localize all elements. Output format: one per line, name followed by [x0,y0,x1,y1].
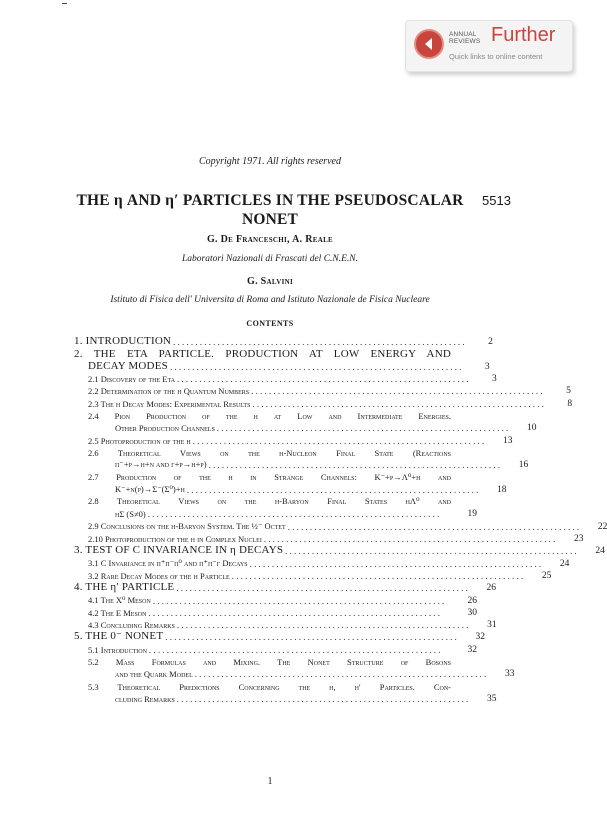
toc-entry[interactable]: DECAY MODES .................................................................. 3 [88,359,490,372]
toc-entry[interactable]: 2. THE ETA PARTICLE. PRODUCTION AT LOW ENERGY AND [74,347,451,360]
badge-reviews: REVIEWS [449,38,481,45]
article-title [60,191,480,229]
article-number: 5513 [482,193,511,208]
affiliation-first: Laboratori Nazionali di Frascati del C.N.E.N. [181,254,359,264]
corner-mark [62,3,67,4]
toc-entry[interactable]: cluding Remarks .................................................................. 35 [115,693,497,704]
toc-entry[interactable]: and the Quark Model .................................................................. 33 [115,669,515,680]
toc-entry[interactable]: K⁻+n(p)→Σ⁻(Σ⁰)+η .................................................................. 18 [115,483,507,495]
toc-entry[interactable]: 2.6 Theoretical Views on the η-Nucleon Final State (Reactions [88,447,451,458]
toc-entry[interactable]: 2.10 Photoproduction of the η in Complex Nuclei .................................................................. 23 [88,534,584,545]
toc-entry[interactable]: 4.2 The E Meson .................................................................. 30 [88,607,477,618]
toc-entry[interactable]: 5.1 Introduction .................................................................. 32 [88,644,477,655]
table-of-contents [74,335,607,704]
toc-entry[interactable]: 1. INTRODUCTION .................................................................. 2 [74,335,493,348]
toc-entry[interactable]: 3.2 Rare Decay Modes of the η Particle .................................................................. 25 [88,570,552,581]
toc-entry[interactable]: 2.4 Pion Production of the η at Low and Intermediate Energies. [88,411,451,422]
affiliation-second: Istituto di Fisica dell' Universita di Roma and Istituto Nazionale de Fisica Nucleare [110,295,430,305]
toc-entry[interactable]: 2.2 Determination of the η Quantum Numbers .................................................................. 5 [88,386,571,397]
toc-entry[interactable]: 3.1 C Invariance in π⁺π⁻π⁰ and π⁺π⁻γ Decays .................................................................. 24 [88,557,570,569]
toc-entry[interactable]: Other Production Channels .................................................................. 10 [115,423,537,434]
badge-further: Further [491,24,556,46]
further-badge[interactable] [405,20,573,72]
toc-entry[interactable]: 2.1 Discovery of the Eta .................................................................. 3 [88,374,497,385]
title-line-2: NONET [241,211,299,228]
toc-entry[interactable]: 5. THE 0⁻ NONET .................................................................. 32 [74,630,485,643]
toc-entry[interactable]: 2.7 Production of the η in Strange Channels: K⁻+p→Λ⁰+η and [88,471,451,482]
badge-annual: ANNUAL [449,31,477,38]
badge-link-text[interactable]: Quick links to online content [449,52,543,61]
contents-heading: CONTENTS [246,319,294,328]
page-number: 1 [267,776,273,787]
toc-entry[interactable]: 3. TEST OF C INVARIANCE IN η DECAYS .................................................................. 24 [74,544,605,557]
authors-second: G. Salvini [247,276,293,287]
toc-entry[interactable]: 2.9 Conclusions on the η-Baryon System. The ½⁻ Octet .................................................................. 22 [88,520,607,532]
play-icon [414,29,444,59]
toc-entry[interactable]: 5.2 Mass Formulas and Mixing. The Nonet Structure of Bosons [88,657,451,668]
authors-first: G. De Franceschi, A. Reale [206,234,334,245]
toc-entry[interactable]: 2.8 Theoretical Views on the η-Baryon Final States ηΛ⁰ and [88,496,451,507]
toc-entry[interactable]: 4. THE η′ PARTICLE .................................................................. 26 [74,581,497,594]
toc-entry[interactable]: 2.5 Photoproduction of the η .................................................................. 13 [88,435,513,446]
toc-entry[interactable]: π⁻+p→η+n and γ+p→η+p) .................................................................. 16 [115,459,529,471]
toc-entry[interactable]: ηΣ (S≠0) .................................................................. 19 [115,509,477,520]
toc-entry[interactable]: 4.1 The X⁰ Meson .................................................................. 26 [88,594,477,606]
copyright-notice: Copyright 1971. All rights reserved [199,156,341,167]
toc-entry[interactable]: 4.3 Concluding Remarks .................................................................. 31 [88,620,497,631]
toc-entry[interactable]: 5.3 Theoretical Predictions Concerning the η, η′ Particles. Con- [88,681,451,692]
title-line-1: THE η AND η′ PARTICLES IN THE PSEUDOSCALAR [76,192,464,209]
toc-entry[interactable]: 2.3 The η Decay Modes: Experimental Results .................................................................. 8 [88,398,573,409]
